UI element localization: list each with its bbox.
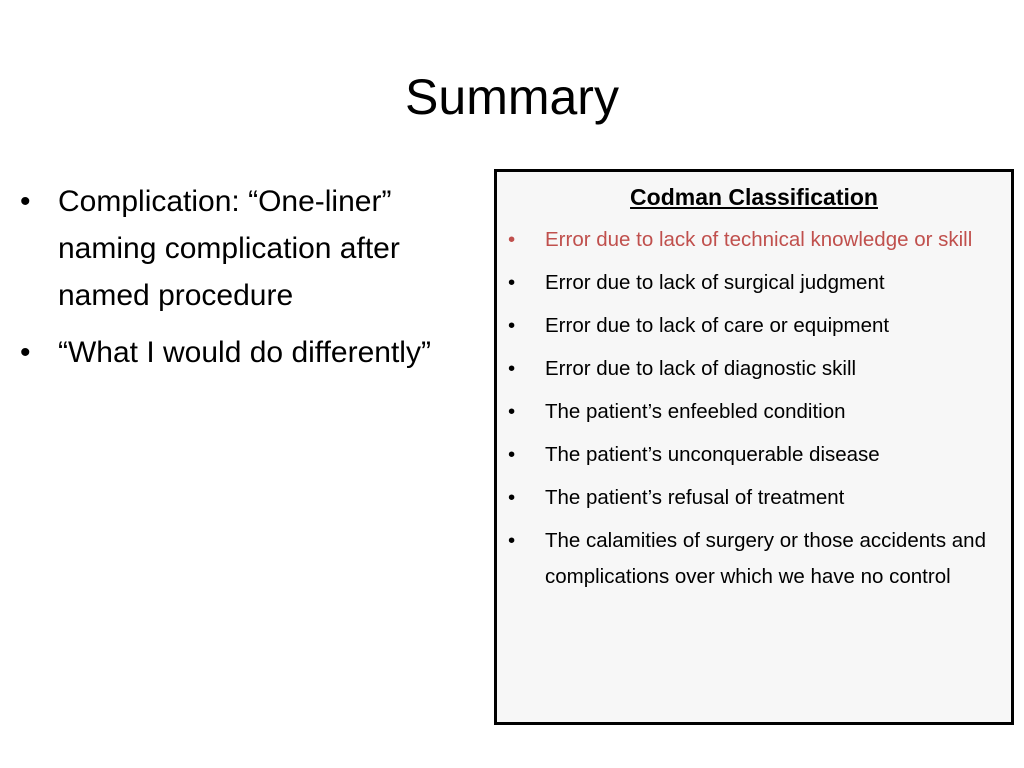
codman-item (497, 308, 1011, 344)
bullet-icon: • (20, 336, 31, 369)
bullet-icon: • (508, 228, 516, 251)
codman-item-text: The patient’s enfeebled condition (545, 400, 846, 423)
bullet-icon: • (508, 357, 516, 380)
codman-classification-list (497, 222, 1011, 595)
summary-bullet-text: Complication: “One-liner” naming complication after named procedure (58, 185, 400, 312)
codman-item (497, 523, 1011, 595)
codman-item (497, 265, 1011, 301)
codman-classification-box (494, 169, 1014, 725)
bullet-icon: • (508, 486, 516, 509)
summary-bullet-list (20, 178, 480, 386)
bullet-icon: • (508, 400, 516, 423)
codman-item (497, 222, 1011, 258)
codman-item (497, 480, 1011, 516)
codman-item-text: Error due to lack of technical knowledge or skill (545, 228, 973, 251)
codman-item (497, 394, 1011, 430)
summary-bullet-item (20, 178, 480, 319)
bullet-icon: • (508, 529, 516, 552)
bullet-icon: • (508, 271, 516, 294)
codman-item-text: The calamities of surgery or those accidents and complications over which we have no control (545, 529, 986, 588)
summary-bullet-text: “What I would do differently” (58, 336, 431, 369)
summary-bullet-item (20, 329, 480, 376)
codman-classification-title: Codman Classification (630, 184, 878, 210)
codman-item (497, 351, 1011, 387)
codman-item (497, 437, 1011, 473)
codman-item-text: The patient’s unconquerable disease (545, 443, 880, 466)
bullet-icon: • (508, 443, 516, 466)
codman-item-text: Error due to lack of surgical judgment (545, 271, 885, 294)
slide-title: Summary (405, 69, 619, 125)
bullet-icon: • (508, 314, 516, 337)
bullet-icon: • (20, 185, 31, 218)
codman-item-text: Error due to lack of care or equipment (545, 314, 890, 337)
codman-item-text: The patient’s refusal of treatment (545, 486, 845, 509)
codman-item-text: Error due to lack of diagnostic skill (545, 357, 857, 380)
